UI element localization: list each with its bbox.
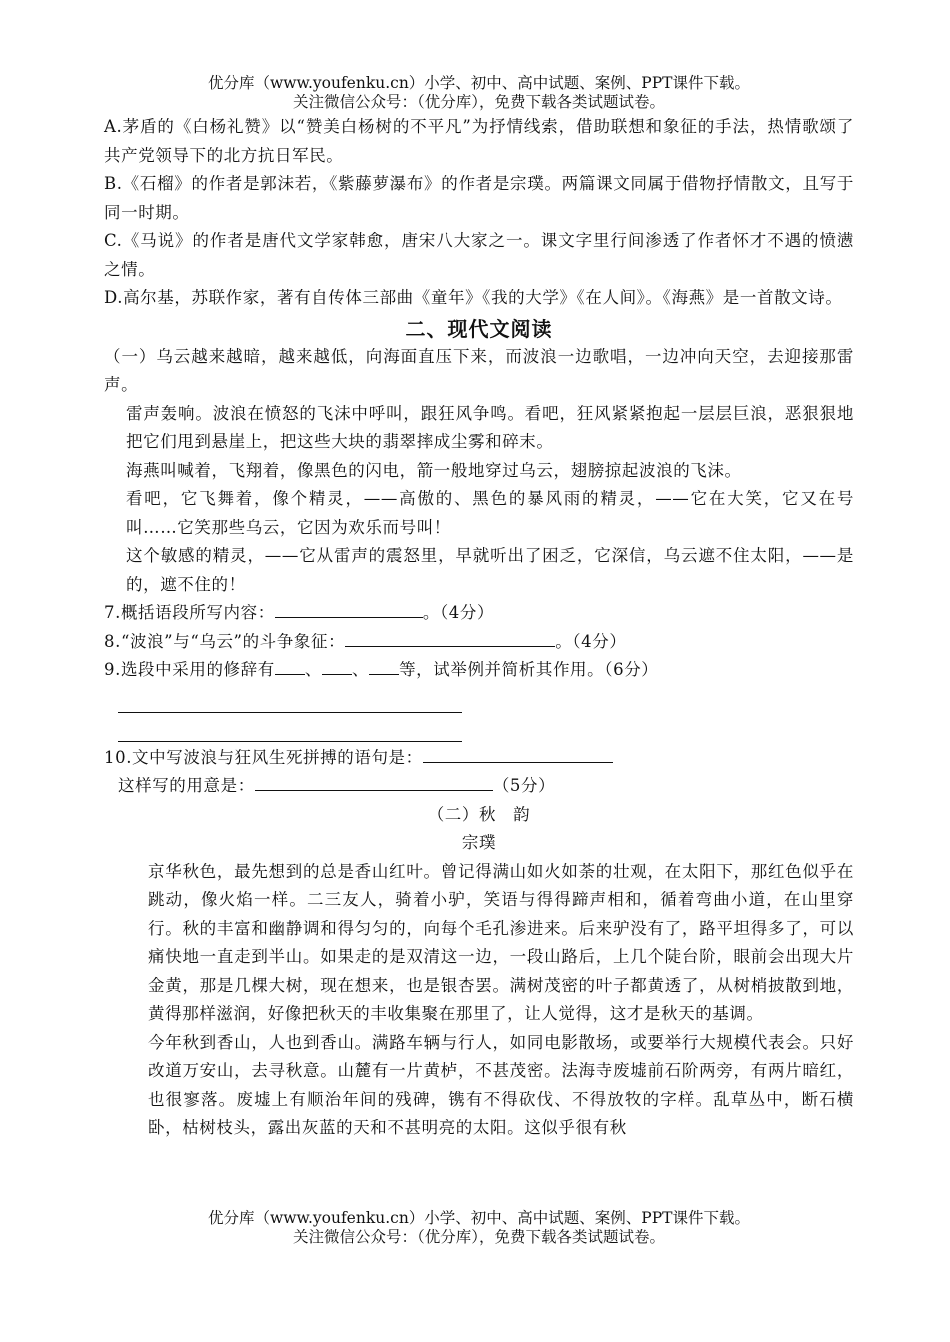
answer-blank-q9-2[interactable] xyxy=(322,656,352,675)
footer-line-1: 优分库（www.youfenku.cn）小学、初中、高中试题、案例、PPT课件下载。 xyxy=(207,1209,751,1227)
footer-line-2: 关注微信公众号：（优分库），免费下载各类试题试卷。 xyxy=(292,1228,665,1246)
answer-blank-q10-2[interactable] xyxy=(255,772,493,791)
option-a: A.茅盾的《白杨礼赞》以“赞美白杨树的不平凡”为抒情线索，借助联想和象征的手法，热情歌颂了共产党领导下的北方抗日军民。 xyxy=(104,117,854,165)
passage2-paragraph: 今年秋到香山，人也到香山。满路车辆与行人，如同电影散场，或要举行大规模代表会。只好改道万安山，去寻秋意。山麓有一片黄栌，不甚茂密。法海寺废墟前石阶两旁，有两片暗红，也很寥落。废墟上有顺治年间的残碑，镌有不得砍伐、不得放牧的字样。乱草丛中，断石横卧，枯树枝头，露出灰蓝的天和不甚明亮的太阳。这似乎很有秋 xyxy=(148,1032,854,1137)
passage1-paragraph: 看吧，它飞舞着，像个精灵，——高傲的、黑色的暴风雨的精灵，——它在大笑，它又在号叫……它笑那些乌云，它因为欢乐而号叫！ xyxy=(126,489,854,537)
passage1-paragraph: 这个敏感的精灵，——它从雷声的震怒里，早就听出了困乏，它深信，乌云遮不住太阳，——是的，遮不住的！ xyxy=(126,546,854,594)
header-line-2: 关注微信公众号：（优分库），免费下载各类试题试卷。 xyxy=(292,93,665,111)
question-9-text: 9.选段中采用的修辞有 xyxy=(104,660,275,679)
passage1-paragraph: 雷声轰响。波浪在愤怒的飞沫中呼叫，跟狂风争鸣。看吧，狂风紧紧抱起一层层巨浪，恶狠狠地把它们甩到悬崖上，把这些大块的翡翠摔成尘雾和碎末。 xyxy=(126,403,854,451)
question-7-text: 7.概括语段所写内容： xyxy=(104,603,275,622)
header-line-1: 优分库（www.youfenku.cn）小学、初中、高中试题、案例、PPT课件下载。 xyxy=(207,74,751,92)
question-9-tail: 等，试举例并简析其作用。（6分） xyxy=(399,660,659,679)
passage1-paragraph: 海燕叫喊着，飞翔着，像黑色的闪电，箭一般地穿过乌云，翅膀掠起波浪的飞沫。 xyxy=(126,460,742,480)
question-10-purpose xyxy=(104,772,854,801)
option-c: C.《马说》的作者是唐代文学家韩愈，唐宋八大家之一。课文字里行间渗透了作者怀才不遇的愤懑之情。 xyxy=(104,231,854,279)
passage-one xyxy=(104,343,854,600)
separator: 、 xyxy=(304,660,322,679)
question-9 xyxy=(104,656,854,685)
question-8-score: 。（4分） xyxy=(555,631,627,651)
question-10-purpose-text: 这样写的用意是： xyxy=(118,776,255,795)
exam-page xyxy=(104,74,854,1143)
question-8 xyxy=(104,628,854,657)
answer-line-q9-1[interactable] xyxy=(118,690,462,713)
question-7-score: 。（4分） xyxy=(422,603,495,622)
section-title: 二、现代文阅读 xyxy=(405,316,553,341)
page-footer xyxy=(104,1209,854,1247)
choice-options xyxy=(104,113,854,313)
passage-two xyxy=(104,801,854,1143)
question-10-text: 10.文中写波浪与狂风生死拼搏的语句是： xyxy=(104,747,423,767)
option-d: D.高尔基，苏联作家，著有自传体三部曲《童年》《我的大学》《在人间》。《海燕》是一首散文诗。 xyxy=(104,288,843,307)
passage2-title: （二）秋 韵 xyxy=(427,804,531,824)
answer-blank-q8[interactable] xyxy=(345,628,555,647)
separator: 、 xyxy=(351,660,370,679)
question-8-text: 8.“波浪”与“乌云”的斗争象征： xyxy=(104,631,346,651)
answer-blank-q9-1[interactable] xyxy=(275,656,305,675)
question-10 xyxy=(104,744,854,773)
answer-blank-q7[interactable] xyxy=(275,599,423,618)
passage2-author: 宗璞 xyxy=(461,833,497,852)
passage1-paragraph: （一）乌云越来越暗，越来越低，向海面直压下来，而波浪一边歌唱，一边冲向天空，去迎接那雷声。 xyxy=(104,346,854,394)
passage2-paragraph: 京华秋色，最先想到的总是香山红叶。曾记得满山如火如荼的壮观，在太阳下，那红色似乎在跳动，像火焰一样。二三友人，骑着小驴，笑语与得得蹄声相和，循着弯曲小道，在山里穿行。秋的丰富和幽静调和得匀匀的，向每个毛孔渗进来。后来驴没有了，路平坦得多了，可以痛快地一直走到半山。如果走的是双清这一边，一段山路后，上几个陡台阶，眼前会出现大片金黄，那是几棵大树，现在想来，也是银杏罢。满树茂密的叶子都黄透了，从树梢披散到地，黄得那样滋润，好像把秋天的丰收集聚在那里了，让人觉得，这才是秋天的基调。 xyxy=(148,861,854,1023)
page-header xyxy=(104,74,854,112)
option-b: B.《石榴》的作者是郭沫若，《紫藤萝瀑布》的作者是宗璞。两篇课文同属于借物抒情散文，且写于同一时期。 xyxy=(104,174,854,222)
answer-line-q9-2[interactable] xyxy=(118,719,462,742)
question-10-score: （5分） xyxy=(492,776,556,795)
question-7 xyxy=(104,599,854,628)
answer-blank-q9-3[interactable] xyxy=(369,656,399,675)
answer-blank-q10-1[interactable] xyxy=(423,744,613,763)
questions xyxy=(104,599,854,801)
